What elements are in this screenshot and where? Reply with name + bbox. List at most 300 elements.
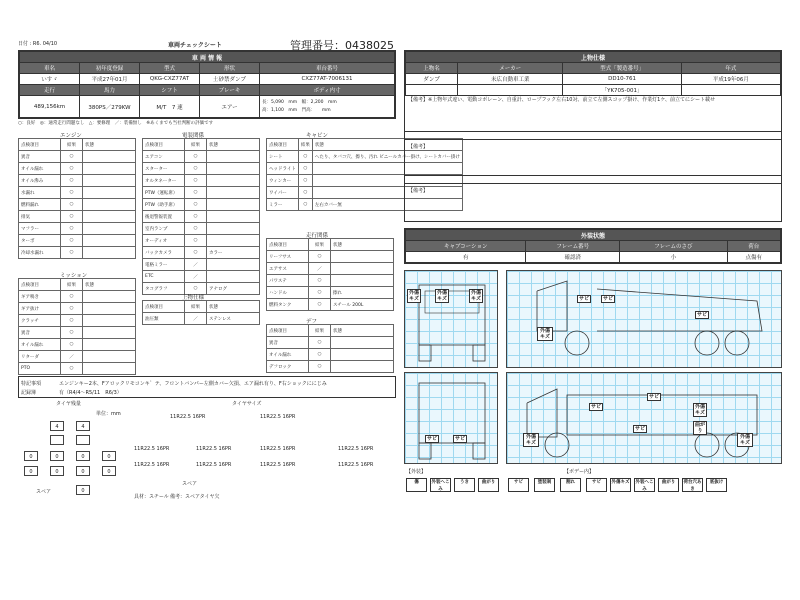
legend-text: ○：良好 ◎：通常走行問題なし △：要修理 ／：装備無し ※あくまでも当社判断の評価です bbox=[18, 121, 214, 126]
table-row bbox=[143, 259, 260, 271]
spare-label: スペア bbox=[36, 489, 52, 495]
table-row bbox=[143, 175, 260, 187]
diagram-side-bottom bbox=[506, 372, 782, 464]
mission-table bbox=[18, 278, 136, 375]
check-item: PTO bbox=[19, 363, 61, 375]
check-note bbox=[207, 271, 260, 283]
col-status: 状態 bbox=[83, 279, 136, 291]
check-note: アナログ bbox=[207, 283, 260, 295]
check-note bbox=[331, 337, 394, 349]
legend-body-1: サビ bbox=[586, 478, 607, 492]
check-note bbox=[331, 251, 394, 263]
date: 日付 : R6. 04/10 bbox=[18, 41, 58, 47]
exterior-label-frame-rust: フレームのさび bbox=[620, 241, 727, 252]
tire-spare-size-label: スペア bbox=[182, 481, 198, 487]
body-legend-label: 【ボデー内】 bbox=[564, 469, 595, 475]
exterior-value-caution: 有 bbox=[406, 252, 526, 263]
check-note bbox=[83, 187, 136, 199]
rule bbox=[405, 139, 781, 140]
legend-body-4: 曲がり bbox=[658, 478, 679, 492]
diff-table bbox=[266, 324, 394, 373]
check-note bbox=[207, 223, 260, 235]
check-result: ○ bbox=[309, 337, 331, 349]
check-result: ○ bbox=[61, 199, 83, 211]
damage-tag: 外傷 キズ bbox=[471, 290, 482, 302]
table-row bbox=[143, 151, 260, 163]
tire-size-r5: 11R22.5 16PR bbox=[134, 462, 170, 468]
table-row bbox=[143, 313, 260, 325]
check-note bbox=[207, 163, 260, 175]
legend-outside-6: 塗装剥 bbox=[534, 478, 555, 492]
check-note: へたり、タバコ穴、擦り、汚れ ビニールカバー掛け、シートカバー掛け bbox=[312, 151, 462, 163]
check-result: ○ bbox=[61, 223, 83, 235]
table-row bbox=[19, 247, 136, 259]
rule bbox=[405, 175, 781, 176]
check-item: ワイパー bbox=[267, 187, 299, 199]
legend-body-3: 外装へこみ bbox=[635, 480, 654, 492]
tire-sizes bbox=[130, 410, 396, 500]
value-model: QKG-CXZ77AT bbox=[140, 74, 200, 85]
col-status: 状態 bbox=[312, 139, 462, 151]
exterior-value-frame-no: 確認済 bbox=[526, 252, 620, 263]
tire-rear-2: 0 bbox=[50, 451, 64, 461]
check-item: 異音 bbox=[19, 327, 61, 339]
tire-rear2-2: 0 bbox=[50, 466, 64, 476]
tire-remaining-title: タイヤ残量 bbox=[56, 401, 81, 407]
damage-tag: サビ bbox=[427, 436, 438, 442]
check-result: ○ bbox=[309, 251, 331, 263]
check-note bbox=[83, 339, 136, 351]
upper-serial-blank-3 bbox=[681, 85, 780, 96]
check-item: オルタネーター bbox=[143, 175, 185, 187]
exterior-label-caution: キャブコーション bbox=[406, 241, 526, 252]
body-equip-title: 上物仕様 bbox=[182, 295, 205, 301]
rule bbox=[405, 131, 781, 132]
check-result: ○ bbox=[61, 315, 83, 327]
check-item: シート bbox=[267, 151, 299, 163]
legend-outside-2: 外装へこみ bbox=[431, 480, 450, 492]
check-result: ○ bbox=[185, 283, 207, 295]
legend-outside-4: 曲がり bbox=[478, 478, 499, 492]
check-result: ○ bbox=[185, 235, 207, 247]
damage-tag: サビ bbox=[697, 312, 708, 318]
tire-size-f1: 11R22.5 16PR bbox=[170, 414, 206, 420]
table-row bbox=[19, 291, 136, 303]
upper-label-maker: メーカー bbox=[458, 63, 563, 74]
col-item: 点検項目 bbox=[143, 139, 185, 151]
upper-value-model: DD10-761 bbox=[563, 74, 682, 85]
legend-body-5: 荷台穴あき bbox=[683, 480, 702, 492]
rule bbox=[405, 183, 781, 184]
check-result: ／ bbox=[185, 259, 207, 271]
col-status: 状態 bbox=[83, 139, 136, 151]
value-mileage: 489,156km bbox=[20, 96, 80, 118]
damage-tag: サビ bbox=[635, 426, 646, 432]
drive-title: 走行関係 bbox=[306, 233, 329, 239]
upper-note-text: ※上物年式違い、電動コボレーン、自重計、ロープフック左右10対、前立て左側スコップ掛け、作業灯1ケ、前立てにシート載せ bbox=[428, 97, 716, 103]
body-equip-table bbox=[142, 300, 260, 325]
label-shift: シフト bbox=[140, 85, 200, 96]
table-row bbox=[19, 303, 136, 315]
check-item: オイル漏れ bbox=[267, 349, 309, 361]
damage-tag: 外傷 キズ bbox=[695, 404, 706, 416]
table-row bbox=[19, 327, 136, 339]
table-row bbox=[143, 271, 260, 283]
check-result: ○ bbox=[298, 163, 312, 175]
check-item: 排気 bbox=[19, 211, 61, 223]
table-row bbox=[267, 287, 394, 299]
check-note bbox=[331, 263, 394, 275]
upper-note-label: 【備考】 bbox=[408, 97, 429, 103]
check-result: ○ bbox=[61, 235, 83, 247]
table-row bbox=[143, 247, 260, 259]
legend-body-6: 底抜け bbox=[706, 478, 727, 492]
check-result: ○ bbox=[61, 163, 83, 175]
check-note: 左右カバー無 bbox=[312, 199, 462, 211]
check-result: ○ bbox=[61, 303, 83, 315]
exterior-band: 外装状態 bbox=[406, 230, 781, 241]
check-item: 異音 bbox=[19, 151, 61, 163]
tire-size-r3: 11R22.5 16PR bbox=[260, 446, 296, 452]
table-row bbox=[19, 315, 136, 327]
check-note: ステンレス bbox=[207, 313, 260, 325]
check-note bbox=[207, 211, 260, 223]
check-result: ○ bbox=[185, 187, 207, 199]
check-note bbox=[331, 361, 394, 373]
upper-note-3: 【備考】 bbox=[408, 188, 429, 194]
table-row bbox=[19, 163, 136, 175]
check-item: 異音 bbox=[267, 337, 309, 349]
col-status: 状態 bbox=[207, 301, 260, 313]
tire-rear2-1: 0 bbox=[24, 466, 38, 476]
tire-rear-4: 0 bbox=[102, 451, 116, 461]
table-row bbox=[143, 199, 260, 211]
check-item: 水漏れ bbox=[19, 187, 61, 199]
value-chassis: CXZ77AT-7006131 bbox=[260, 74, 395, 85]
table-row bbox=[143, 163, 260, 175]
label-body-dims: ボディ内寸 bbox=[260, 85, 395, 96]
table-row bbox=[19, 363, 136, 375]
table-row bbox=[267, 349, 394, 361]
check-note bbox=[207, 199, 260, 211]
truck-rear-outline bbox=[405, 373, 499, 465]
check-item: ギア抜け bbox=[19, 303, 61, 315]
check-result: ○ bbox=[298, 151, 312, 163]
damage-tag: 外傷 キズ bbox=[737, 433, 753, 447]
damage-tag: サビ bbox=[591, 404, 602, 410]
check-note bbox=[207, 235, 260, 247]
col-item: 点検項目 bbox=[19, 279, 61, 291]
upper-label-name: 上物名 bbox=[406, 63, 458, 74]
table-row bbox=[143, 235, 260, 247]
damage-tag: 外傷 キズ bbox=[409, 290, 420, 302]
check-note bbox=[83, 303, 136, 315]
check-note bbox=[207, 151, 260, 163]
exterior-label-bed: 荷台 bbox=[727, 241, 780, 252]
mission-title: ミッション bbox=[60, 273, 88, 279]
check-note bbox=[83, 291, 136, 303]
check-note bbox=[83, 351, 136, 363]
table-row bbox=[143, 223, 260, 235]
check-item: タコグラフ bbox=[143, 283, 185, 295]
upper-serial-blank-2 bbox=[458, 85, 563, 96]
table-row bbox=[267, 275, 394, 287]
diagram-side-top bbox=[506, 270, 782, 368]
table-row bbox=[19, 223, 136, 235]
upper-value-maker: 未広自動車工業 bbox=[458, 74, 563, 85]
upper-label-year: 年式 bbox=[681, 63, 780, 74]
check-note bbox=[83, 175, 136, 187]
col-item: 点検項目 bbox=[267, 239, 309, 251]
engine-title: エンジン bbox=[60, 133, 82, 139]
vehicle-info bbox=[18, 50, 396, 119]
check-note bbox=[207, 187, 260, 199]
check-item: PTW（運転席） bbox=[143, 187, 185, 199]
check-result: ○ bbox=[309, 349, 331, 361]
check-result: ○ bbox=[61, 327, 83, 339]
check-result: ○ bbox=[298, 187, 312, 199]
check-item: マフラー bbox=[19, 223, 61, 235]
col-status: 状態 bbox=[331, 239, 394, 251]
value-shift: M/T 7 速 bbox=[140, 96, 200, 118]
remarks-text-2: 有（R4/4～R5/11 R6/3） bbox=[59, 390, 122, 396]
check-item: 油圧類 bbox=[143, 313, 185, 325]
label-first-reg: 初年度登録 bbox=[80, 63, 140, 74]
tire-rear-1: 0 bbox=[24, 451, 38, 461]
legend-outside-1: 傷 bbox=[406, 478, 427, 492]
drive-table bbox=[266, 238, 394, 311]
upper-value-name: ダンプ bbox=[406, 74, 458, 85]
table-row bbox=[19, 151, 136, 163]
check-result: ○ bbox=[185, 223, 207, 235]
check-note: カラー bbox=[207, 247, 260, 259]
damage-tag: 曲がり bbox=[695, 422, 706, 434]
electrical-table bbox=[142, 138, 260, 295]
upper-band: 上物仕様 bbox=[406, 52, 781, 63]
label-model: 型式 bbox=[140, 63, 200, 74]
tire-size-r8: 11R22.5 16PR bbox=[338, 462, 374, 468]
table-row bbox=[267, 361, 394, 373]
check-item: デフロック bbox=[267, 361, 309, 373]
exterior-value-frame-rust: 小 bbox=[620, 252, 727, 263]
check-item: ミラー bbox=[267, 199, 299, 211]
dims-line-1: 長：5,090 mm 幅：2,200 mm bbox=[262, 99, 337, 105]
check-result: ／ bbox=[185, 271, 207, 283]
check-item: ハンドル bbox=[267, 287, 309, 299]
check-item: ギア鳴き bbox=[19, 291, 61, 303]
check-item: オーディオ bbox=[143, 235, 185, 247]
remarks-label-2: 記録簿 bbox=[21, 390, 37, 396]
check-item: 冷却水漏れ bbox=[19, 247, 61, 259]
check-result: ○ bbox=[309, 299, 331, 311]
col-result: 結果 bbox=[185, 139, 207, 151]
check-result: ／ bbox=[309, 263, 331, 275]
check-result: ／ bbox=[185, 313, 207, 325]
check-note: 擦れ bbox=[331, 287, 394, 299]
upper-spec bbox=[404, 50, 782, 222]
tire-unit: 単位：mm bbox=[96, 411, 121, 417]
legend-outside-3: うき bbox=[454, 478, 475, 492]
col-result: 結果 bbox=[61, 139, 83, 151]
check-note bbox=[207, 259, 260, 271]
col-result: 結果 bbox=[309, 325, 331, 337]
check-item: 燃料タンク bbox=[267, 299, 309, 311]
check-item: 電格ミラー bbox=[143, 259, 185, 271]
damage-tag: サビ bbox=[455, 436, 466, 442]
check-result: ○ bbox=[61, 247, 83, 259]
tire-rear-3: 0 bbox=[76, 451, 90, 461]
upper-note bbox=[408, 97, 780, 104]
col-item: 点検項目 bbox=[267, 139, 299, 151]
table-row bbox=[19, 351, 136, 363]
check-result: ○ bbox=[61, 339, 83, 351]
check-item: オイル滲み bbox=[19, 175, 61, 187]
check-result: ○ bbox=[61, 291, 83, 303]
legend-outside-5: サビ bbox=[508, 478, 529, 492]
check-result: ○ bbox=[309, 361, 331, 373]
value-body-dims bbox=[260, 96, 395, 118]
label-mileage: 走行 bbox=[20, 85, 80, 96]
table-row bbox=[267, 251, 394, 263]
tire-size-r1: 11R22.5 16PR bbox=[134, 446, 170, 452]
vehicle-info-band: 車 両 情 報 bbox=[20, 52, 395, 63]
damage-tag: サビ bbox=[579, 296, 590, 302]
truck-front-outline bbox=[405, 271, 499, 369]
value-shape: 土砂禁ダンプ bbox=[200, 74, 260, 85]
check-result: ○ bbox=[61, 211, 83, 223]
damage-tag: 外傷 キズ bbox=[437, 290, 448, 302]
check-result: ○ bbox=[298, 199, 312, 211]
check-note bbox=[331, 349, 394, 361]
table-row bbox=[19, 187, 136, 199]
damage-tag: サビ bbox=[649, 394, 660, 400]
check-item: オイル漏れ bbox=[19, 163, 61, 175]
exterior-label-frame-no: フレーム番号 bbox=[526, 241, 620, 252]
value-power: 380PS／279KW bbox=[80, 96, 140, 118]
check-item: 燃料漏れ bbox=[19, 199, 61, 211]
check-result: ○ bbox=[61, 151, 83, 163]
col-result: 結果 bbox=[61, 279, 83, 291]
table-row bbox=[143, 187, 260, 199]
check-note bbox=[83, 327, 136, 339]
check-item: パワステ bbox=[267, 275, 309, 287]
table-row bbox=[19, 211, 136, 223]
value-brake: エアー bbox=[200, 96, 260, 118]
check-item: リーフサス bbox=[267, 251, 309, 263]
damage-tag: 外傷 キズ bbox=[523, 433, 539, 447]
check-result: ○ bbox=[185, 247, 207, 259]
value-car-name: いすゞ bbox=[20, 74, 80, 85]
legend-body-2: 外傷キズ bbox=[610, 478, 631, 492]
diagram-rear-bottom bbox=[404, 372, 498, 464]
check-item: ETC bbox=[143, 271, 185, 283]
legend-outside-7: 割れ bbox=[560, 478, 581, 492]
check-result: ／ bbox=[61, 351, 83, 363]
check-item: スターター bbox=[143, 163, 185, 175]
table-row bbox=[19, 199, 136, 211]
remarks-box bbox=[18, 376, 396, 398]
label-shape: 形状 bbox=[200, 63, 260, 74]
label-car-name: 車名 bbox=[20, 63, 80, 74]
check-item: エアコン bbox=[143, 151, 185, 163]
management-number: 管理番号：0438025 bbox=[290, 39, 394, 52]
cabin-title: キャビン bbox=[306, 133, 329, 139]
label-power: 馬力 bbox=[80, 85, 140, 96]
check-result: ○ bbox=[309, 275, 331, 287]
check-note bbox=[331, 275, 394, 287]
tire-spare-note: 備考：スペアタイヤ欠 bbox=[170, 494, 220, 500]
check-result: ○ bbox=[185, 163, 207, 175]
col-item: 点検項目 bbox=[267, 325, 309, 337]
engine-table bbox=[18, 138, 136, 259]
value-first-reg: 平成27年01月 bbox=[80, 74, 140, 85]
tire-size-r2: 11R22.5 16PR bbox=[196, 446, 232, 452]
truck-side-outline-2 bbox=[507, 373, 783, 465]
dims-line-2: 高：1,100 mm 門高： mm bbox=[262, 107, 331, 113]
table-row bbox=[143, 211, 260, 223]
check-note bbox=[83, 315, 136, 327]
check-note bbox=[83, 363, 136, 375]
check-item: エアサス bbox=[267, 263, 309, 275]
check-result: ○ bbox=[61, 175, 83, 187]
tire-material: 具材：スチール bbox=[134, 494, 169, 500]
check-result: ○ bbox=[61, 363, 83, 375]
tire-spare: 0 bbox=[76, 485, 90, 495]
truck-side-outline bbox=[507, 271, 783, 369]
table-row bbox=[19, 175, 136, 187]
check-item: ウィンカー bbox=[267, 175, 299, 187]
upper-note-2: 【備考】 bbox=[408, 144, 429, 150]
tire-rear2-3: 0 bbox=[76, 466, 90, 476]
check-item: クラッチ bbox=[19, 315, 61, 327]
table-row bbox=[19, 235, 136, 247]
col-result: 結果 bbox=[185, 301, 207, 313]
check-item: オイル漏れ bbox=[19, 339, 61, 351]
damage-tag: サビ bbox=[603, 296, 614, 302]
check-item: 室内ランプ bbox=[143, 223, 185, 235]
check-note bbox=[83, 163, 136, 175]
check-item: ヘッドライト bbox=[267, 163, 299, 175]
check-item: ターボ bbox=[19, 235, 61, 247]
tire-size-r7: 11R22.5 16PR bbox=[260, 462, 296, 468]
diff-title: デフ bbox=[306, 319, 318, 325]
upper-label-model: 型式「製造番号」 bbox=[563, 63, 682, 74]
check-result: ○ bbox=[61, 187, 83, 199]
table-row bbox=[267, 299, 394, 311]
col-result: 結果 bbox=[298, 139, 312, 151]
check-item: PTW（助手席） bbox=[143, 199, 185, 211]
col-item: 点検項目 bbox=[19, 139, 61, 151]
tire-size-title: タイヤサイズ bbox=[232, 401, 262, 407]
upper-serial: 「YK705-001」 bbox=[563, 85, 682, 96]
check-item: 後退警報装置 bbox=[143, 211, 185, 223]
damage-tag: 外傷 キズ bbox=[537, 327, 553, 341]
check-item: リターダ bbox=[19, 351, 61, 363]
check-note bbox=[83, 247, 136, 259]
tire-mid-right bbox=[76, 435, 90, 445]
col-result: 結果 bbox=[309, 239, 331, 251]
electrical-title: 電装関係 bbox=[182, 133, 205, 139]
exterior-status bbox=[404, 228, 782, 264]
check-note bbox=[83, 199, 136, 211]
col-item: 点検項目 bbox=[143, 301, 185, 313]
check-note bbox=[83, 211, 136, 223]
upper-serial-blank-1 bbox=[406, 85, 458, 96]
check-result: ○ bbox=[185, 211, 207, 223]
check-result: ○ bbox=[309, 287, 331, 299]
check-note bbox=[83, 151, 136, 163]
check-note bbox=[83, 223, 136, 235]
